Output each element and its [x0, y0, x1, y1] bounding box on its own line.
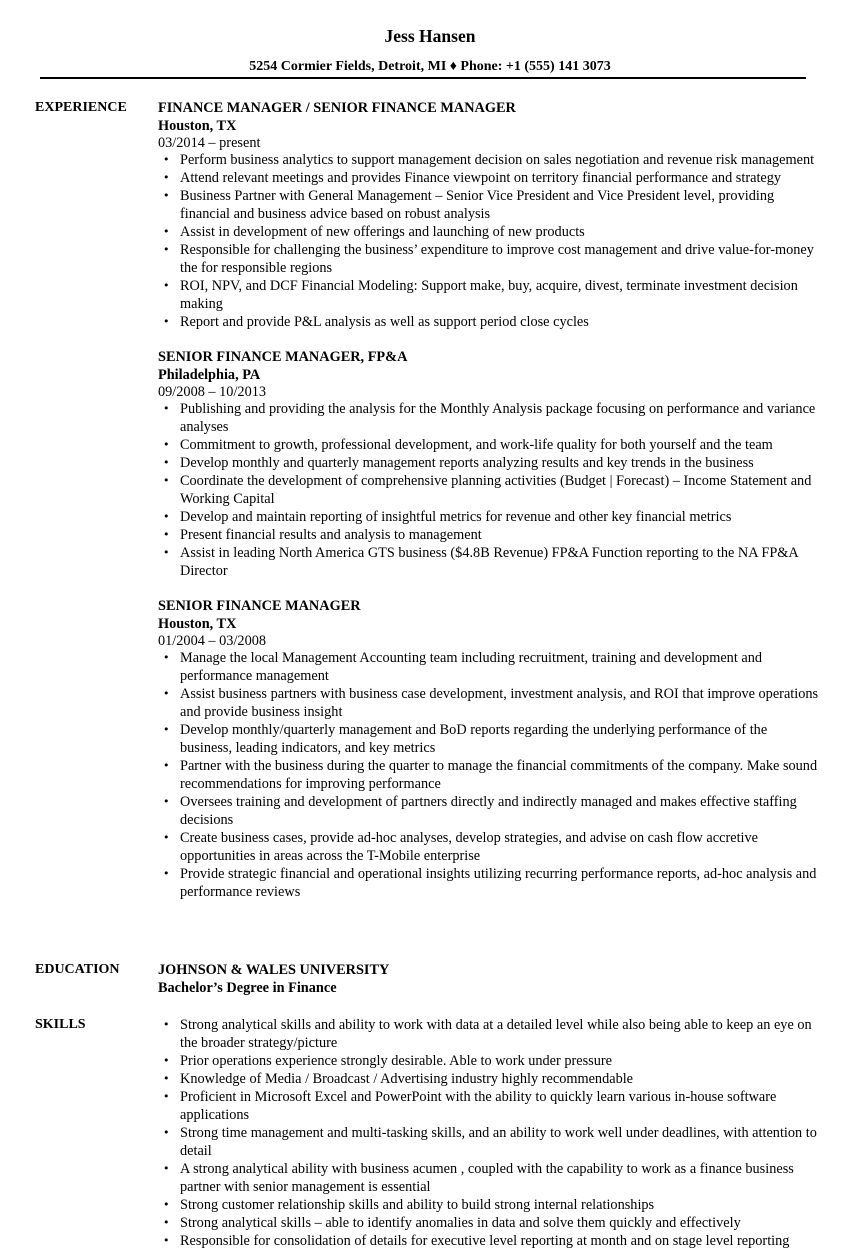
skill-bullet: • Strong analytical skills and ability to work with data at a detailed level while also being able to keep an eye on the broader strategy/picture: [158, 1016, 820, 1052]
job-dates: 09/2008 – 10/2013: [158, 384, 267, 400]
job-bullet: • Develop monthly/quarterly management and BoD reports regarding the underlying performance of the business, leading indicators, and key metrics: [158, 721, 820, 757]
job-title: FINANCE MANAGER / SENIOR FINANCE MANAGER: [158, 100, 516, 116]
skill-bullet: • Strong time management and multi-tasking skills, and an ability to work well under deadlines, with attention to detail: [158, 1124, 820, 1160]
job-bullet: • Manage the local Management Accounting team including recruitment, training and development and performance management: [158, 649, 820, 685]
education-body: [158, 961, 820, 997]
job-location: Houston, TX: [158, 616, 237, 632]
skill-bullet: • Proficient in Microsoft Excel and PowerPoint with the ability to quickly learn various in-house software applications: [158, 1088, 820, 1124]
job-title: SENIOR FINANCE MANAGER: [158, 598, 361, 614]
job-bullet-list: [158, 649, 820, 901]
job-entry: [158, 597, 820, 901]
job-bullet: • Provide strategic financial and operational insights utilizing recurring performance reports, ad-hoc analysis and performance reviews: [158, 865, 820, 901]
job-bullet: • ROI, NPV, and DCF Financial Modeling: Support make, buy, acquire, divest, terminate investment decision making: [158, 277, 820, 313]
job-bullet: • Business Partner with General Management – Senior Vice President and Vice President level, providing financial and business advice based on robust analysis: [158, 187, 820, 223]
skill-bullet: • Knowledge of Media / Broadcast / Advertising industry highly recommendable: [158, 1070, 820, 1088]
education-heading: EDUCATION: [35, 962, 120, 977]
job-title: SENIOR FINANCE MANAGER, FP&A: [158, 349, 408, 365]
job-bullet: • Partner with the business during the quarter to manage the financial commitments of the company. Make sound recommendations for improving performance: [158, 757, 820, 793]
job-dates: 03/2014 – present: [158, 135, 261, 151]
job-bullet-list: [158, 151, 820, 331]
job-bullet: • Responsible for challenging the business’ expenditure to improve cost management and drive value-for-money the for responsible regions: [158, 241, 820, 277]
job-location: Houston, TX: [158, 118, 237, 134]
job-entry: [158, 99, 820, 331]
job-bullet: • Report and provide P&L analysis as well as support period close cycles: [158, 313, 820, 331]
job-bullet: • Create business cases, provide ad-hoc analyses, develop strategies, and advise on cash flow accretive opportunities in areas across the T-Mobile enterprise: [158, 829, 820, 865]
skill-bullet: • Strong analytical skills – able to identify anomalies in data and solve them quickly and effectively: [158, 1214, 820, 1232]
job-bullet: • Coordinate the development of comprehensive planning activities (Budget | Forecast) – Income Statement and Working Capital: [158, 472, 820, 508]
education-section: [35, 961, 820, 997]
job-bullet: • Oversees training and development of partners directly and indirectly managed and makes effective staffing decisions: [158, 793, 820, 829]
job-location: Philadelphia, PA: [158, 367, 261, 383]
job-bullet-list: [158, 400, 820, 580]
experience-body: [158, 99, 820, 901]
job-bullet: • Develop and maintain reporting of insightful metrics for revenue and other key financial metrics: [158, 508, 820, 526]
skill-bullet: • Prior operations experience strongly desirable. Able to work under pressure: [158, 1052, 820, 1070]
job-bullet: • Publishing and providing the analysis for the Monthly Analysis package focusing on performance and variance analyses: [158, 400, 820, 436]
experience-section: [35, 99, 820, 918]
job-bullet: • Assist in leading North America GTS business ($4.8B Revenue) FP&A Function reporting to the NA FP&A Director: [158, 544, 820, 580]
skill-bullet: • A strong analytical ability with business acumen , coupled with the capability to work as a finance business partner with senior management is essential: [158, 1160, 820, 1196]
job-bullet: • Present financial results and analysis to management: [158, 526, 820, 544]
skills-heading: SKILLS: [35, 1017, 86, 1032]
header-divider: [40, 77, 806, 79]
contact-line: 5254 Cormier Fields, Detroit, MI ♦ Phone: +1 (555) 141 3073: [249, 59, 611, 74]
skills-section: [35, 1016, 820, 1250]
job-bullet: • Assist in development of new offerings and launching of new products: [158, 223, 820, 241]
job-bullet: • Assist business partners with business case development, investment analysis, and ROI that improve operations and provide business insight: [158, 685, 820, 721]
skills-bullet-list: [158, 1016, 820, 1250]
degree: Bachelor’s Degree in Finance: [158, 980, 337, 996]
experience-heading: EXPERIENCE: [35, 100, 127, 115]
job-bullet: • Develop monthly and quarterly management reports analyzing results and key trends in the business: [158, 454, 820, 472]
job-bullet: • Perform business analytics to support management decision on sales negotiation and revenue risk management: [158, 151, 820, 169]
school-name: JOHNSON & WALES UNIVERSITY: [158, 962, 390, 978]
skill-bullet: • Responsible for consolidation of details for executive level reporting at month and on stage level reporting: [158, 1232, 820, 1250]
job-entry: [158, 348, 820, 580]
candidate-name: Jess Hansen: [384, 26, 476, 46]
job-bullet: • Commitment to growth, professional development, and work-life quality for both yourself and the team: [158, 436, 820, 454]
job-bullet: • Attend relevant meetings and provides Finance viewpoint on territory financial performance and strategy: [158, 169, 820, 187]
job-dates: 01/2004 – 03/2008: [158, 633, 267, 649]
skills-body: [158, 1016, 820, 1250]
skill-bullet: • Strong customer relationship skills and ability to build strong internal relationships: [158, 1196, 820, 1214]
